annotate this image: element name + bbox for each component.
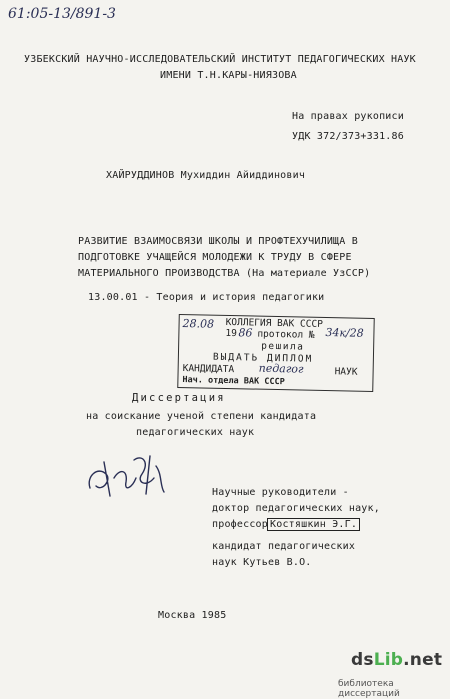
stamp-line-5a: КАНДИДАТА	[182, 363, 235, 376]
stamp-line-5b: НАУК	[334, 366, 358, 378]
advisor-2-degree: кандидат педагогических	[212, 541, 356, 552]
advisors-heading: Научные руководители -	[212, 487, 349, 498]
stamp-line-3: решила	[261, 340, 305, 353]
title-line-3: МАТЕРИАЛЬНОГО ПРОИЗВОДСТВА (На материале УзССР)	[78, 268, 371, 279]
vak-stamp	[177, 314, 375, 392]
stamp-line-6: Нач. отдела ВАК СССР	[182, 375, 285, 388]
city-year: Москва 1985	[158, 610, 227, 621]
stamp-protocol-hw: 34к/28	[325, 326, 364, 340]
advisor-1-degree: доктор педагогических наук,	[212, 503, 380, 514]
title-line-2: ПОДГОТОВКЕ УЧАЩЕЙСЯ МОЛОДЕЖИ К ТРУДУ В СФЕРЕ	[78, 252, 352, 263]
stamp-year: 19	[225, 327, 237, 340]
dslib-tagline: библиотека диссертаций	[338, 679, 400, 699]
manuscript-rights: На правах рукописи	[292, 111, 404, 122]
institute-line-2: ИМЕНИ Т.Н.КАРЫ-НИЯЗОВА	[160, 70, 297, 81]
stamp-year-hw: 86	[238, 326, 253, 340]
title-line-1: РАЗВИТИЕ ВЗАИМОСВЯЗИ ШКОЛЫ И ПРОФТЕХУЧИЛИЩА В	[78, 236, 358, 247]
stamp-line-4: ВЫДАТЬ ДИПЛОМ	[212, 351, 314, 365]
dslib-logo	[351, 650, 442, 670]
advisor-1-surname: Костяшкин Э.Г.	[270, 519, 358, 530]
stamp-protocol: протокол №	[257, 328, 315, 341]
degree-line-2: педагогических наук	[136, 427, 255, 438]
signature	[84, 448, 168, 504]
institute-line-1: УЗБЕКСКИЙ НАУЧНО-ИССЛЕДОВАТЕЛЬСКИЙ ИНСТИТУТ ПЕДАГОГИЧЕСКИХ НАУК	[24, 54, 416, 65]
archive-mark: 61:05-13/891-3	[8, 6, 116, 22]
document-type: Диссертация	[132, 392, 226, 404]
dslib-logo-text: dsLib.net	[351, 650, 443, 670]
advisor-1-title: профессор	[212, 519, 268, 530]
degree-line-1: на соискание ученой степени кандидата	[86, 411, 317, 422]
specialty-code: 13.00.01 - Теория и история педагогики	[88, 292, 325, 303]
stamp-line-1: КОЛЛЕГИЯ ВАК СССР	[225, 316, 323, 330]
udc-code: УДК 372/373+331.86	[292, 131, 404, 142]
stamp-line-5-hw: педагог	[258, 361, 304, 376]
advisor-2-name: наук Кутьев В.О.	[212, 557, 312, 568]
author-name: ХАЙРУДДИНОВ Мухиддин Айиддинович	[106, 170, 306, 181]
stamp-date: 28.08	[182, 317, 215, 331]
advisor-1-name	[212, 519, 359, 530]
